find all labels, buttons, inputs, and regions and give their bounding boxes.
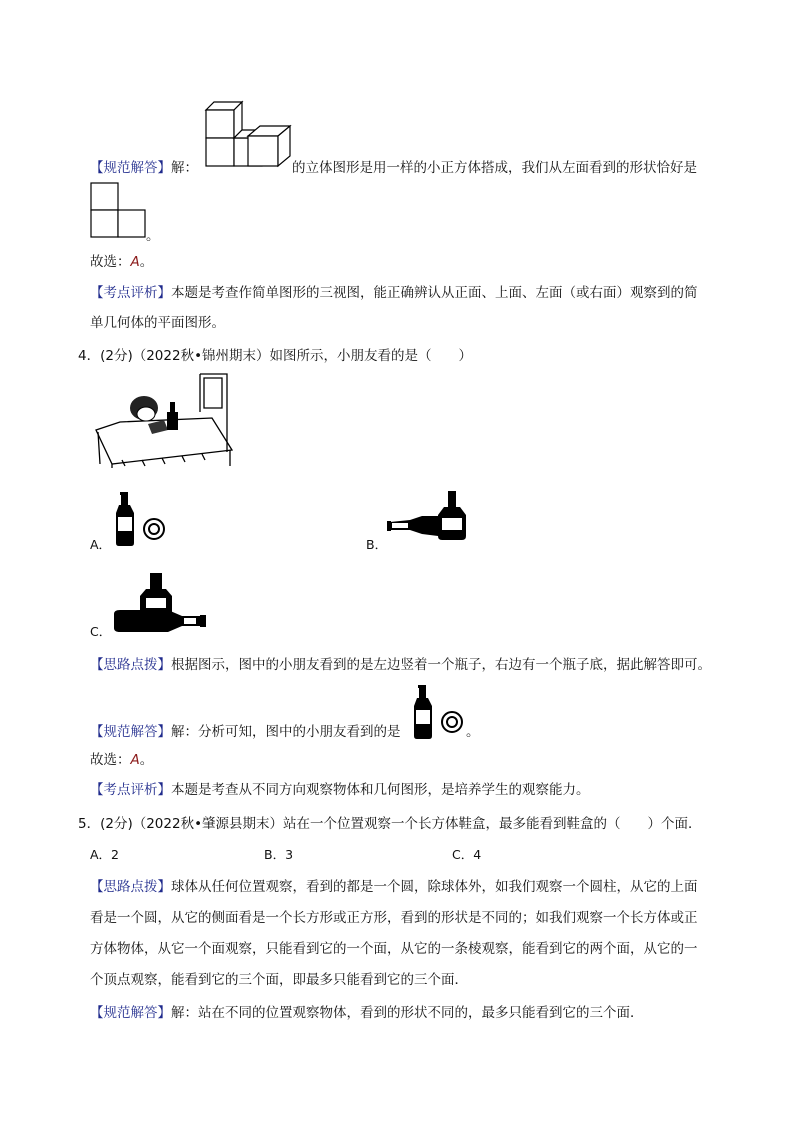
silu-text-1: 球体从任何位置观察，看到的都是一个圆，除球体外，如我们观察一个圆柱，从它的上面	[171, 879, 698, 895]
q4-guxuan	[90, 750, 153, 770]
q3-sentence: 的立体图形是用一样的小正方体搭成，我们从左面看到的形状恰好是	[292, 160, 697, 176]
q4-guifan-line	[90, 722, 401, 742]
silu-tag: 【思路点拨】	[90, 657, 171, 673]
guxuan-label: 故选：	[90, 752, 131, 768]
kaodian-tag: 【考点评析】	[90, 782, 171, 798]
guxuan-label: 故选：	[90, 254, 131, 270]
q5-silu-line2: 看是一个圆，从它的侧面看是一个长方形或正方形，看到的形状是不同的；如我们观察一个长方体或正	[90, 910, 698, 926]
q3-kaodian-line1	[90, 283, 698, 303]
child-at-table-picture	[92, 372, 237, 470]
silu-tag: 【思路点拨】	[90, 879, 171, 895]
guxuan-answer: A	[130, 752, 140, 768]
option-b-bottles-icon	[386, 490, 478, 542]
answer-bottle-icon	[414, 684, 464, 740]
q4-option-c-label: C．	[90, 624, 112, 639]
q4-kaodian-line	[90, 780, 590, 800]
kaodian-text: 本题是考查从不同方向观察物体和几何图形，是培养学生的观察能力。	[171, 782, 590, 798]
q5-stem: 5．(2分)（2022秋•肇源县期末）站在一个位置观察一个长方体鞋盒，最多能看到鞋盒的（ ）个面．	[78, 816, 702, 832]
q5-guifan-line	[90, 1003, 644, 1023]
guifan-tag: 【规范解答】	[90, 1005, 171, 1021]
q3-period: 。	[146, 228, 160, 244]
guxuan-answer: A	[130, 254, 140, 270]
q4-silu-line	[90, 655, 711, 675]
q5-silu-line1	[90, 877, 698, 897]
q4-option-a-label: A．	[90, 537, 112, 552]
guifan-text: 解：分析可知，图中的小朋友看到的是	[171, 724, 401, 740]
guifan-tag: 【规范解答】	[90, 724, 171, 740]
guifan-line-q3	[90, 158, 198, 178]
q4-stem: 4．(2分)（2022秋•锦州期末）如图所示，小朋友看的是（ ）	[78, 348, 473, 364]
guxuan-end: 。	[139, 254, 154, 270]
q3-guxuan	[90, 252, 153, 272]
option-a-bottle-icon	[116, 491, 166, 547]
guifan-text: 解：站在不同的位置观察物体，看到的形状不同的，最多只能看到它的三个面．	[171, 1005, 644, 1021]
kaodian-tag: 【考点评析】	[90, 285, 171, 301]
q4-option-b-label: B．	[366, 537, 388, 552]
kaodian-text-1: 本题是考查作简单图形的三视图，能正确辨认从正面、上面、左面（或右面）观察到的简	[171, 285, 698, 301]
q5-silu-line3: 方体物体，从它一个面观察，只能看到它的一个面，从它的一条棱观察，能看到它的两个面，从它的一	[90, 941, 698, 957]
guxuan-end: 。	[139, 752, 154, 768]
left-view-figure	[90, 182, 146, 238]
silu-text: 根据图示，图中的小朋友看到的是左边竖着一个瓶子，右边有一个瓶子底，据此解答即可。	[171, 657, 711, 673]
q3-kaodian-line2: 单几何体的平面图形。	[90, 315, 225, 331]
q5-option-a: A．2	[90, 847, 120, 862]
option-c-bottles-icon	[112, 572, 210, 636]
q4-guifan-end: 。	[466, 724, 480, 740]
q5-option-c: C．4	[452, 847, 482, 862]
q5-silu-line4: 个顶点观察，能看到它的三个面，即最多只能看到它的三个面．	[90, 972, 468, 988]
cube-stack-figure	[204, 100, 294, 170]
jie-label: 解：	[171, 160, 198, 176]
guifan-tag: 【规范解答】	[90, 160, 171, 176]
q5-option-b: B．3	[264, 847, 294, 862]
